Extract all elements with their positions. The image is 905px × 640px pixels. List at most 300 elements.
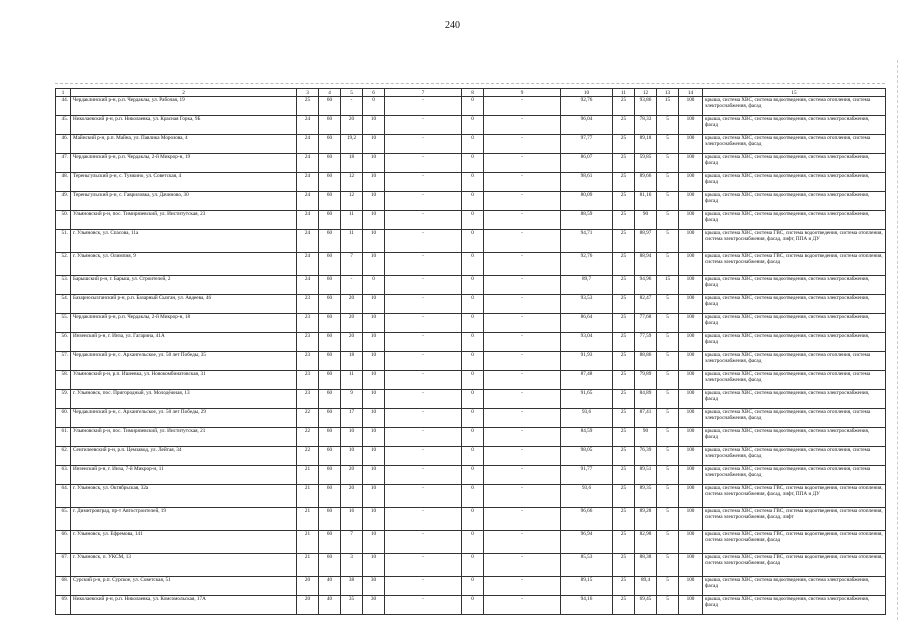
col-5: 20 <box>341 485 363 508</box>
col-5: 17 <box>341 409 363 428</box>
col-12: 88,38 <box>635 554 657 577</box>
col-8: 0 <box>462 596 484 615</box>
column-number-4: 4 <box>319 89 341 97</box>
col-12: 94,96 <box>635 276 657 295</box>
col-6: 10 <box>363 409 385 428</box>
row-number: 45. <box>56 116 71 135</box>
col-6: 10 <box>363 253 385 276</box>
col-6: 10 <box>363 230 385 253</box>
col-12: 93,86 <box>635 97 657 116</box>
col-12: 89,35 <box>635 485 657 508</box>
col-14: 100 <box>679 485 703 508</box>
col-4: 60 <box>319 333 341 352</box>
address: Ульяновский р-н, пос. Тимирязевский, ул. Институтская, 21 <box>71 428 297 447</box>
col-12: 89,4 <box>635 577 657 596</box>
col-8: 0 <box>462 116 484 135</box>
col-7: - <box>385 596 462 615</box>
col-3: 21 <box>297 508 319 531</box>
column-number-3: 3 <box>297 89 319 97</box>
works-list: крыша, система ХВС, система водоотведения, система отопления, система электроснабжения, фасад <box>703 135 886 154</box>
col-7: - <box>385 409 462 428</box>
works-list: крыша, система ХВС, система водоотведения, система электроснабжения, фасад <box>703 154 886 173</box>
col-13: 5 <box>657 371 679 390</box>
col-9: - <box>484 230 561 253</box>
col-8: 0 <box>462 466 484 485</box>
col-7: - <box>385 295 462 314</box>
address: Ульяновский р-н, р.п. Ишеевка, ул. Новокомбинатовская, 31 <box>71 371 297 390</box>
column-number-11: 11 <box>613 89 635 97</box>
row-number: 69. <box>56 596 71 615</box>
col-5: 20 <box>341 333 363 352</box>
table-body <box>56 89 886 615</box>
col-12: 77,59 <box>635 333 657 352</box>
works-list: крыша, система ХВС, система ГВС, система водоотведения, система отопления, система электроснабжения, фасад <box>703 554 886 577</box>
col-10: 93,6 <box>561 409 613 428</box>
table-row <box>56 485 886 508</box>
table-row <box>56 371 886 390</box>
col-3: 24 <box>297 135 319 154</box>
row-number: 44. <box>56 97 71 116</box>
col-7: - <box>385 211 462 230</box>
col-4: 60 <box>319 508 341 531</box>
col-4: 60 <box>319 276 341 295</box>
col-11: 25 <box>613 352 635 371</box>
column-number-6: 6 <box>363 89 385 97</box>
row-number: 61. <box>56 428 71 447</box>
col-4: 60 <box>319 428 341 447</box>
col-14: 100 <box>679 211 703 230</box>
address: Николаевский р-н, р.п. Николаевка, ул. Красная Горка, 9Б <box>71 116 297 135</box>
col-6: 10 <box>363 333 385 352</box>
col-13: 5 <box>657 314 679 333</box>
col-12: 77,68 <box>635 314 657 333</box>
col-5: 16 <box>341 508 363 531</box>
col-14: 100 <box>679 447 703 466</box>
address: Инзенский р-н, г. Инза, 7-й Микрор-н, 11 <box>71 466 297 485</box>
works-list: крыша, система ХВС, система водоотведения, система электроснабжения, фасад <box>703 428 886 447</box>
table-row <box>56 230 886 253</box>
row-number: 47. <box>56 154 71 173</box>
col-9: - <box>484 485 561 508</box>
col-13: 5 <box>657 253 679 276</box>
col-11: 25 <box>613 135 635 154</box>
col-9: - <box>484 295 561 314</box>
col-3: 24 <box>297 116 319 135</box>
works-list: крыша, система ХВС, система водоотведения, система электроснабжения, фасад <box>703 314 886 333</box>
col-14: 100 <box>679 154 703 173</box>
col-6: 10 <box>363 466 385 485</box>
row-number: 46. <box>56 135 71 154</box>
col-8: 0 <box>462 371 484 390</box>
col-5: 18 <box>341 352 363 371</box>
col-6: 10 <box>363 314 385 333</box>
col-11: 25 <box>613 447 635 466</box>
works-list: крыша, система ХВС, система ГВС, система водоотведения, система отопления, система электроснабжения, фасад, лифт, ППА и ДУ <box>703 230 886 253</box>
col-7: - <box>385 97 462 116</box>
col-14: 100 <box>679 596 703 615</box>
col-6: 0 <box>363 276 385 295</box>
col-11: 25 <box>613 192 635 211</box>
row-number: 65. <box>56 508 71 531</box>
col-13: 5 <box>657 333 679 352</box>
row-number: 50. <box>56 211 71 230</box>
col-8: 0 <box>462 253 484 276</box>
col-13: 5 <box>657 154 679 173</box>
col-13: 5 <box>657 577 679 596</box>
col-11: 25 <box>613 97 635 116</box>
address: Сурский р-н, р.п. Сурское, ул. Советская, 51 <box>71 577 297 596</box>
col-8: 0 <box>462 135 484 154</box>
address: Тереньгульский р-н, с. Гавриловка, ул. Дачиново, 30 <box>71 192 297 211</box>
col-14: 100 <box>679 531 703 554</box>
col-5: 11 <box>341 371 363 390</box>
address: Базарносызганский р-н, р.п. Базарный Сызган, ул. Авдеева, 46 <box>71 295 297 314</box>
table-row <box>56 314 886 333</box>
row-number: 63. <box>56 466 71 485</box>
col-11: 25 <box>613 577 635 596</box>
col-13: 5 <box>657 409 679 428</box>
col-12: 88,94 <box>635 253 657 276</box>
col-7: - <box>385 173 462 192</box>
col-7: - <box>385 371 462 390</box>
col-12: 81,16 <box>635 192 657 211</box>
col-13: 5 <box>657 466 679 485</box>
works-list: крыша, система ХВС, система водоотведения, система электроснабжения, фасад <box>703 173 886 192</box>
col-6: 10 <box>363 135 385 154</box>
col-8: 0 <box>462 428 484 447</box>
col-10: 97,77 <box>561 135 613 154</box>
col-5: 10 <box>341 428 363 447</box>
col-8: 0 <box>462 230 484 253</box>
col-4: 60 <box>319 116 341 135</box>
table-row <box>56 173 886 192</box>
col-4: 60 <box>319 531 341 554</box>
col-13: 15 <box>657 276 679 295</box>
address: Чердаклинский р-н, р.п. Чердаклы, 2-й Микрор-н, 19 <box>71 154 297 173</box>
col-10: 94,16 <box>561 596 613 615</box>
row-number: 49. <box>56 192 71 211</box>
col-6: 10 <box>363 447 385 466</box>
col-10: 86,64 <box>561 314 613 333</box>
col-8: 0 <box>462 577 484 596</box>
col-9: - <box>484 531 561 554</box>
col-14: 100 <box>679 97 703 116</box>
col-14: 100 <box>679 276 703 295</box>
col-9: - <box>484 409 561 428</box>
table-row <box>56 135 886 154</box>
col-4: 60 <box>319 314 341 333</box>
works-list: крыша, система ХВС, система ГВС, система водоотведения, система отопления, система электроснабжения, фасад, лифт, ППА и ДУ <box>703 485 886 508</box>
col-3: 22 <box>297 409 319 428</box>
table-row <box>56 295 886 314</box>
table-row <box>56 466 886 485</box>
col-3: 20 <box>297 577 319 596</box>
row-number: 67. <box>56 554 71 577</box>
col-3: 21 <box>297 554 319 577</box>
column-number-13: 13 <box>657 89 679 97</box>
address: Сенгилеевский р-н, р.п. Цемзавод, ул. Лейтая, 34 <box>71 447 297 466</box>
col-6: 10 <box>363 154 385 173</box>
col-4: 60 <box>319 485 341 508</box>
col-3: 25 <box>297 97 319 116</box>
col-8: 0 <box>462 352 484 371</box>
table-row <box>56 447 886 466</box>
works-list: крыша, система ХВС, система водоотведения, система электроснабжения, фасад <box>703 295 886 314</box>
col-5: 35 <box>341 596 363 615</box>
col-8: 0 <box>462 276 484 295</box>
col-7: - <box>385 276 462 295</box>
row-number: 62. <box>56 447 71 466</box>
works-list: крыша, система ХВС, система водоотведения, система электроснабжения, фасад <box>703 276 886 295</box>
col-6: 30 <box>363 577 385 596</box>
col-4: 60 <box>319 554 341 577</box>
address: г. Ульяновск, ул. Октябрьская, 32а <box>71 485 297 508</box>
works-list: крыша, система ХВС, система водоотведения, система электроснабжения, фасад <box>703 211 886 230</box>
col-7: - <box>385 390 462 409</box>
row-number: 55. <box>56 314 71 333</box>
works-list: крыша, система ХВС, система водоотведения, система электроснабжения, фасад <box>703 116 886 135</box>
page-number: 240 <box>445 20 460 31</box>
col-7: - <box>385 135 462 154</box>
col-5: 20 <box>341 295 363 314</box>
col-14: 100 <box>679 508 703 531</box>
col-5: 20 <box>341 116 363 135</box>
works-list: крыша, система ХВС, система водоотведения, система электроснабжения, фасад <box>703 596 886 615</box>
row-number: 58. <box>56 371 71 390</box>
col-14: 100 <box>679 466 703 485</box>
col-10: 96,66 <box>561 508 613 531</box>
register-table <box>55 88 886 615</box>
table-row <box>56 154 886 173</box>
col-6: 10 <box>363 531 385 554</box>
col-11: 25 <box>613 531 635 554</box>
col-6: 30 <box>363 596 385 615</box>
col-5: 12 <box>341 173 363 192</box>
works-list: крыша, система ХВС, система ГВС, система водоотведения, система отопления, система электроснабжения, фасад <box>703 253 886 276</box>
col-10: 89,15 <box>561 577 613 596</box>
row-number: 54. <box>56 295 71 314</box>
table-row <box>56 531 886 554</box>
table-row <box>56 333 886 352</box>
col-8: 0 <box>462 314 484 333</box>
col-7: - <box>385 314 462 333</box>
col-5: - <box>341 276 363 295</box>
col-10: 87,48 <box>561 371 613 390</box>
col-11: 25 <box>613 314 635 333</box>
column-number-5: 5 <box>341 89 363 97</box>
col-8: 0 <box>462 154 484 173</box>
col-11: 25 <box>613 230 635 253</box>
col-12: 59,85 <box>635 154 657 173</box>
col-5: 3 <box>341 554 363 577</box>
col-7: - <box>385 466 462 485</box>
col-13: 5 <box>657 230 679 253</box>
address: Инзенский р-н, г. Инза, ул. Гагарина, 41А <box>71 333 297 352</box>
col-8: 0 <box>462 390 484 409</box>
col-10: 98,61 <box>561 173 613 192</box>
col-11: 25 <box>613 116 635 135</box>
col-7: - <box>385 333 462 352</box>
col-13: 5 <box>657 295 679 314</box>
col-11: 25 <box>613 428 635 447</box>
works-list: крыша, система ХВС, система водоотведения, система электроснабжения, фасад <box>703 390 886 409</box>
col-3: 22 <box>297 428 319 447</box>
col-9: - <box>484 211 561 230</box>
table-row <box>56 390 886 409</box>
col-14: 100 <box>679 428 703 447</box>
col-14: 100 <box>679 295 703 314</box>
col-12: 76,39 <box>635 447 657 466</box>
address: г. Димитровград, пр-т Автостроителей, 19 <box>71 508 297 531</box>
col-4: 60 <box>319 390 341 409</box>
col-11: 25 <box>613 554 635 577</box>
col-13: 5 <box>657 428 679 447</box>
col-3: 23 <box>297 390 319 409</box>
col-5: 9 <box>341 390 363 409</box>
table-row <box>56 596 886 615</box>
col-4: 60 <box>319 352 341 371</box>
address: Чердаклинский р-н, с. Архангельское, ул. 50 лет Победы, 35 <box>71 352 297 371</box>
column-number-9: 9 <box>484 89 561 97</box>
col-8: 0 <box>462 211 484 230</box>
col-6: 10 <box>363 554 385 577</box>
col-8: 0 <box>462 554 484 577</box>
column-number-2: 2 <box>71 89 297 97</box>
table-row <box>56 276 886 295</box>
col-7: - <box>385 485 462 508</box>
col-5: 11 <box>341 211 363 230</box>
works-list: крыша, система ХВС, система водоотведения, система отопления, система электроснабжения, фасад <box>703 97 886 116</box>
col-4: 40 <box>319 596 341 615</box>
column-number-12: 12 <box>635 89 657 97</box>
col-9: - <box>484 554 561 577</box>
col-11: 25 <box>613 211 635 230</box>
col-10: 89,7 <box>561 276 613 295</box>
col-3: 21 <box>297 531 319 554</box>
col-13: 5 <box>657 173 679 192</box>
col-8: 0 <box>462 192 484 211</box>
col-9: - <box>484 173 561 192</box>
address: Тереньгульский р-н, с. Тумкино, ул. Советская, 4 <box>71 173 297 192</box>
col-14: 100 <box>679 314 703 333</box>
col-9: - <box>484 135 561 154</box>
col-10: 96,04 <box>561 116 613 135</box>
works-list: крыша, система ХВС, система водоотведения, система отопления, система электроснабжения, фасад <box>703 409 886 428</box>
address: г. Ульяновск, пос. Пригородный, ул. Молодёжная, 13 <box>71 390 297 409</box>
row-number: 59. <box>56 390 71 409</box>
col-12: 88,86 <box>635 352 657 371</box>
table-row <box>56 554 886 577</box>
col-10: 93,53 <box>561 295 613 314</box>
address: г. Ульяновск, ул. Спасова, 11а <box>71 230 297 253</box>
col-10: 98,05 <box>561 447 613 466</box>
col-4: 60 <box>319 447 341 466</box>
col-6: 10 <box>363 116 385 135</box>
col-9: - <box>484 596 561 615</box>
col-3: 24 <box>297 173 319 192</box>
row-number: 64. <box>56 485 71 508</box>
col-4: 60 <box>319 173 341 192</box>
col-3: 23 <box>297 295 319 314</box>
col-8: 0 <box>462 531 484 554</box>
col-4: 60 <box>319 97 341 116</box>
table-row <box>56 97 886 116</box>
address: г. Ульяновск, ул. Ефремова, 141 <box>71 531 297 554</box>
column-number-8: 8 <box>462 89 484 97</box>
col-7: - <box>385 577 462 596</box>
col-4: 60 <box>319 230 341 253</box>
table-row <box>56 253 886 276</box>
address: Чердаклинский р-н, р.п. Чердаклы, 2-й Микрор-н, 18 <box>71 314 297 333</box>
col-9: - <box>484 276 561 295</box>
table-row <box>56 116 886 135</box>
col-9: - <box>484 116 561 135</box>
col-6: 10 <box>363 508 385 531</box>
col-5: 20 <box>341 466 363 485</box>
column-number-10: 10 <box>561 89 613 97</box>
col-13: 5 <box>657 531 679 554</box>
col-4: 60 <box>319 371 341 390</box>
col-3: 24 <box>297 230 319 253</box>
col-12: 88,97 <box>635 230 657 253</box>
col-13: 5 <box>657 447 679 466</box>
col-3: 24 <box>297 211 319 230</box>
address: Чердаклинский р-н, с. Архангельское, ул. 50 лет Победы, 29 <box>71 409 297 428</box>
col-3: 23 <box>297 333 319 352</box>
col-6: 10 <box>363 192 385 211</box>
col-9: - <box>484 192 561 211</box>
address: Майнский р-н, р.п. Майна, ул. Павлика Морозова, 4 <box>71 135 297 154</box>
col-12: 82,47 <box>635 295 657 314</box>
col-11: 25 <box>613 276 635 295</box>
table-row <box>56 577 886 596</box>
table-row <box>56 192 886 211</box>
col-14: 100 <box>679 173 703 192</box>
col-14: 100 <box>679 253 703 276</box>
col-7: - <box>385 230 462 253</box>
col-9: - <box>484 333 561 352</box>
col-6: 10 <box>363 390 385 409</box>
address: Чердаклинский р-н, р.п. Чердаклы, ул. Рабочая, 19 <box>71 97 297 116</box>
col-13: 5 <box>657 554 679 577</box>
table-row <box>56 211 886 230</box>
works-list: крыша, система ХВС, система водоотведения, система отопления, система электроснабжения, фасад <box>703 447 886 466</box>
col-7: - <box>385 116 462 135</box>
address: Барышский р-н, г. Барыш, ул. Строителей, 2 <box>71 276 297 295</box>
col-6: 10 <box>363 485 385 508</box>
col-13: 5 <box>657 135 679 154</box>
column-number-1: 1 <box>56 89 71 97</box>
row-number: 51. <box>56 230 71 253</box>
col-8: 0 <box>462 97 484 116</box>
col-10: 84,59 <box>561 428 613 447</box>
col-5: 7 <box>341 253 363 276</box>
works-list: крыша, система ХВС, система ГВС, система водоотведения, система отопления, система электроснабжения, фасад, лифт <box>703 508 886 531</box>
col-12: 78,33 <box>635 116 657 135</box>
col-9: - <box>484 154 561 173</box>
col-8: 0 <box>462 447 484 466</box>
col-11: 25 <box>613 409 635 428</box>
row-number: 53. <box>56 276 71 295</box>
col-12: 82,98 <box>635 531 657 554</box>
row-number: 68. <box>56 577 71 596</box>
works-list: крыша, система ХВС, система водоотведения, система отопления, система электроснабжения, фасад <box>703 466 886 485</box>
col-13: 5 <box>657 192 679 211</box>
col-11: 25 <box>613 466 635 485</box>
table-row <box>56 352 886 371</box>
col-8: 0 <box>462 295 484 314</box>
col-14: 100 <box>679 230 703 253</box>
